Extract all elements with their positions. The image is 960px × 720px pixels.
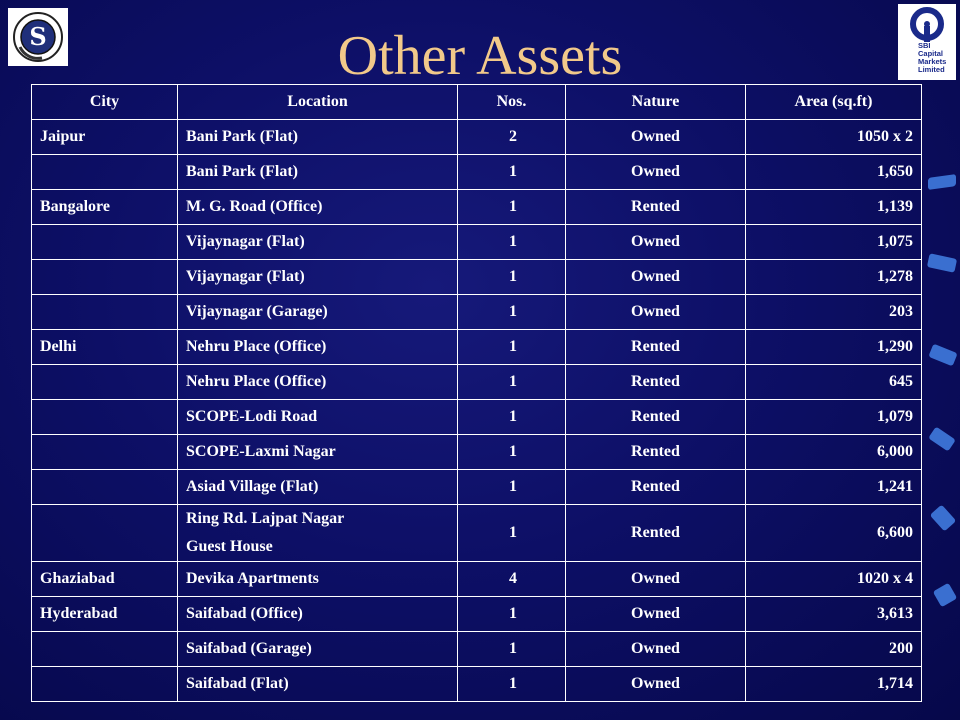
cell-location: Devika Apartments [178,562,458,597]
decorative-bar [928,344,957,367]
cell-location: SCOPE-Laxmi Nagar [178,435,458,470]
cell-nos: 1 [458,632,566,667]
table-row [32,330,922,365]
cell-nos: 1 [458,295,566,330]
cell-location: SCOPE-Lodi Road [178,400,458,435]
cell-location: Saifabad (Office) [178,597,458,632]
cell-location: Vijaynagar (Flat) [178,260,458,295]
decorative-bar [928,174,956,190]
cell-location: Saifabad (Flat) [178,667,458,702]
table-row [32,225,922,260]
cell-area: 203 [746,295,922,330]
cell-area: 1,075 [746,225,922,260]
cell-nos: 1 [458,225,566,260]
cell-nature: Rented [566,190,746,225]
table-row [32,155,922,190]
cell-city [32,400,178,435]
header-city: City [32,85,178,120]
cell-nature: Rented [566,435,746,470]
cell-nature: Rented [566,400,746,435]
decorative-bar [933,583,958,608]
cell-area: 6,600 [746,505,922,562]
cell-nos: 1 [458,400,566,435]
cell-location: Nehru Place (Office) [178,330,458,365]
cell-nos: 1 [458,470,566,505]
cell-area: 3,613 [746,597,922,632]
header-nos: Nos. [458,85,566,120]
cell-city [32,667,178,702]
page-title: Other Assets [337,25,623,87]
cell-area: 1,714 [746,667,922,702]
table-row [32,295,922,330]
cell-city [32,225,178,260]
sbi-logo-text: SBI Capital Markets Limited [918,41,947,74]
cell-nos: 4 [458,562,566,597]
decorative-bar [927,253,957,273]
cell-area: 1,650 [746,155,922,190]
table-row [32,470,922,505]
cell-location: Saifabad (Garage) [178,632,458,667]
cell-nature: Rented [566,505,746,562]
table-row [32,400,922,435]
table-row [32,190,922,225]
cell-location: Nehru Place (Office) [178,365,458,400]
table-row [32,597,922,632]
cell-nature: Owned [566,155,746,190]
cell-location: M. G. Road (Office) [178,190,458,225]
cell-nos: 1 [458,597,566,632]
cell-area: 645 [746,365,922,400]
cell-city: Delhi [32,330,178,365]
cell-location: Bani Park (Flat) [178,120,458,155]
cell-location [178,505,458,562]
cell-area: 1020 x 4 [746,562,922,597]
cell-nature: Owned [566,295,746,330]
cell-city: Hyderabad [32,597,178,632]
cell-nos: 1 [458,260,566,295]
table-row [32,562,922,597]
cell-nos: 1 [458,365,566,400]
cell-nos: 1 [458,190,566,225]
assets-table [31,84,922,702]
table-header-row [32,85,922,120]
table-row [32,120,922,155]
table-row [32,435,922,470]
cell-nature: Owned [566,120,746,155]
cell-nos: 1 [458,505,566,562]
cell-nature: Owned [566,260,746,295]
decorative-bar [930,504,957,531]
cell-nos: 1 [458,330,566,365]
cell-nature: Rented [566,330,746,365]
cell-nos: 2 [458,120,566,155]
cell-location: Asiad Village (Flat) [178,470,458,505]
cell-nature: Rented [566,470,746,505]
header-location: Location [178,85,458,120]
cell-location: Bani Park (Flat) [178,155,458,190]
cell-area: 1,139 [746,190,922,225]
cell-area: 1050 x 2 [746,120,922,155]
cell-city [32,435,178,470]
cell-location-line: Guest House [186,538,273,555]
cell-nos: 1 [458,435,566,470]
cell-city: Bangalore [32,190,178,225]
table-row [32,505,922,562]
cell-nature: Rented [566,365,746,400]
cell-city [32,632,178,667]
header-area: Area (sq.ft) [746,85,922,120]
cell-location: Vijaynagar (Flat) [178,225,458,260]
cell-city [32,295,178,330]
decorative-bar [928,426,956,451]
cell-area: 1,079 [746,400,922,435]
cell-area: 1,278 [746,260,922,295]
cell-city [32,365,178,400]
cell-area: 6,000 [746,435,922,470]
table-row [32,260,922,295]
svg-text:S: S [29,22,47,51]
cell-nos: 1 [458,155,566,190]
cell-location: Vijaynagar (Garage) [178,295,458,330]
cell-city: Ghaziabad [32,562,178,597]
header-nature: Nature [566,85,746,120]
cell-location-line: Ring Rd. Lajpat Nagar [186,510,345,527]
cell-area: 200 [746,632,922,667]
cell-city [32,470,178,505]
cell-area: 1,290 [746,330,922,365]
cell-area: 1,241 [746,470,922,505]
cell-city: Jaipur [32,120,178,155]
cell-city [32,155,178,190]
cell-nature: Owned [566,225,746,260]
cell-city [32,260,178,295]
table-row [32,632,922,667]
cell-nos: 1 [458,667,566,702]
cell-nature: Owned [566,562,746,597]
cell-nature: Owned [566,597,746,632]
table-row [32,667,922,702]
cell-nature: Owned [566,632,746,667]
cell-nature: Owned [566,667,746,702]
cell-city [32,505,178,562]
table-row [32,365,922,400]
